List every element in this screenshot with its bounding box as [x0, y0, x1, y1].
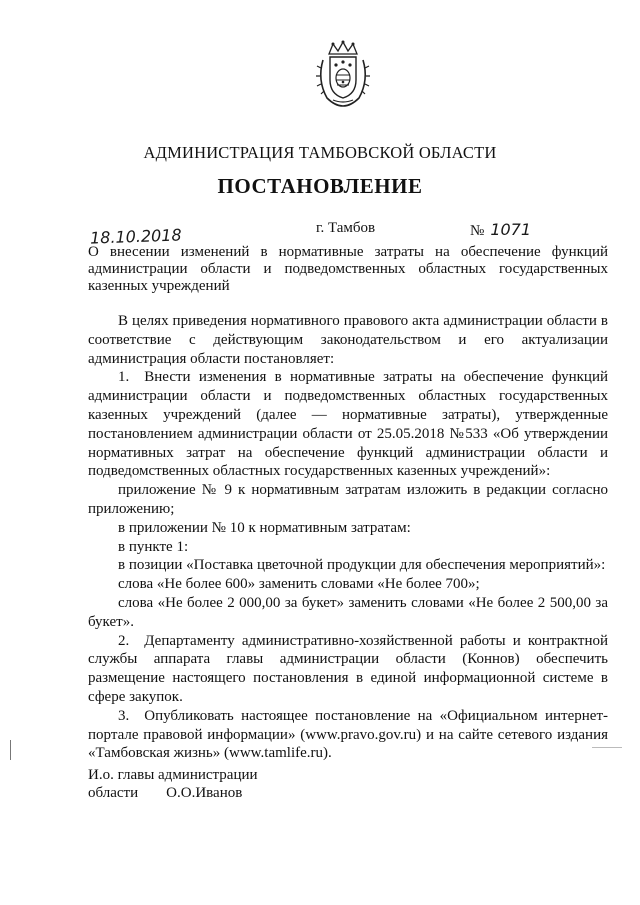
scan-artifact — [592, 747, 622, 748]
signature-block — [88, 766, 258, 802]
signature-name: О.О.Иванов — [166, 785, 243, 801]
paragraph-item-2: 2. Департаменту административно-хозяйственной работы и контрактной службы аппарата главы администрации области (Коннов) обеспечить размещение настоящего постановления в единой информационной системе в сфере закупок. — [88, 632, 608, 705]
document-subject: О внесении изменений в нормативные затраты на обеспечение функций администрации области и подведомственных областных государственных казенных учреждений — [88, 244, 608, 294]
paragraph-item-1: 1. Внести изменения в нормативные затраты на обеспечение функций администрации области и подведомственных областных государственных казенных учреждений (далее — нормативные затраты), утвержденные постановлением администрации области от 25.05.2018 №533 «Об утверждении нормативных затрат на обеспечение функций администрации области и подведомственных областных государственных казенных учреждений»: — [88, 369, 608, 480]
paragraph-replace-2000: слова «Не более 2 000,00 за букет» заменить словами «Не более 2 500,00 за букет». — [88, 594, 608, 630]
tambov-coat-of-arms-icon — [315, 40, 371, 108]
paragraph-point-1: в пункте 1: — [118, 538, 189, 555]
organization-name: АДМИНИСТРАЦИЯ ТАМБОВСКОЙ ОБЛАСТИ — [143, 143, 497, 162]
paragraph-preamble: В целях приведения нормативного правового акта администрации области в соответствие с действующим законодательством и его актуализации администрация области постановляет: — [88, 313, 608, 367]
signature-position-2: области — [88, 785, 139, 801]
paragraph-appendix-9: приложение № 9 к нормативным затратам изложить в редакции согласно приложению; — [88, 482, 608, 517]
number-value: 1071 — [490, 220, 532, 239]
signature-position: И.о. главы администрации — [88, 767, 258, 783]
paragraph-item-3: 3. Опубликовать настоящее постановление на «Официальном интернет-портале правовой информации» (www.pravo.gov.ru) и на сайте сетевого издания «Тамбовская жизнь» (www.tamlife.ru). — [88, 707, 608, 762]
scan-artifact — [10, 740, 11, 760]
document-title: ПОСТАНОВЛЕНИЕ — [217, 174, 423, 198]
paragraph-replace-600: слова «Не более 600» заменить словами «Не более 700»; — [118, 576, 480, 593]
paragraph-appendix-10: в приложении № 10 к нормативным затратам: — [118, 519, 411, 536]
document-city: г. Тамбов — [316, 220, 376, 236]
number-label: № — [470, 223, 485, 239]
document-number — [470, 220, 531, 240]
document-body — [88, 312, 608, 763]
document-date: 18.10.2018 — [89, 225, 182, 248]
paragraph-position: в позиции «Поставка цветочной продукции для обеспечения мероприятий»: — [118, 557, 606, 574]
